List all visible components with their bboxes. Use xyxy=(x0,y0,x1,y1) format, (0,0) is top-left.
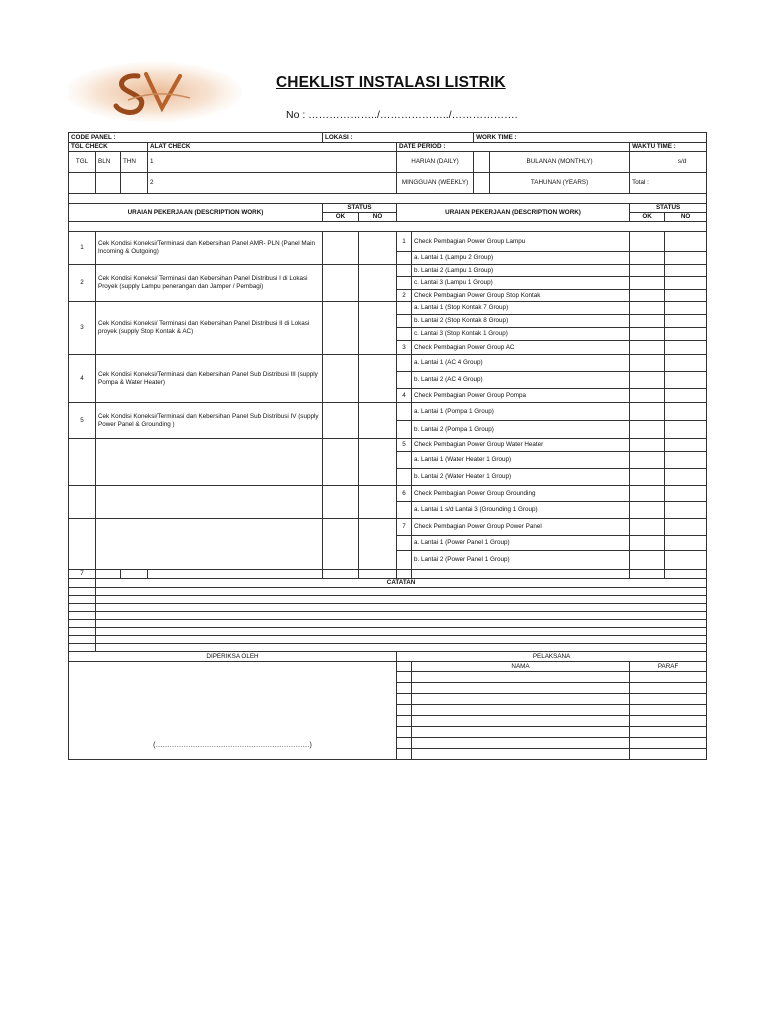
pelaksana-no-cell xyxy=(397,683,412,694)
right-status-header: STATUS xyxy=(630,204,707,213)
left-ok-cell[interactable] xyxy=(323,403,359,439)
right-item-number: 2 xyxy=(397,290,412,302)
right-ok-cell[interactable] xyxy=(630,252,665,265)
signature-box[interactable] xyxy=(69,662,397,760)
right-item-text: a. Lantai 1 s/d Lantai 3 (Grounding 1 Group) xyxy=(412,502,630,519)
left-item-text: Cek Kondisi Koneksi/ Terminasi dan Kebersihan Panel Distribusi II di Lokasi proyek (supply Stop Kontak & AC) xyxy=(96,302,323,355)
right-ok-cell[interactable] xyxy=(630,315,665,328)
pelaksana-paraf-cell[interactable] xyxy=(630,716,707,727)
right-item-text: a. Lantai 1 (Stop Kontak 7 Group) xyxy=(412,302,630,315)
right-no-cell[interactable] xyxy=(665,570,707,579)
right-ok-cell[interactable] xyxy=(630,389,665,403)
right-item-text: Check Pembagian Power Group Pompa xyxy=(412,389,630,403)
left-ok-cell[interactable] xyxy=(323,265,359,302)
right-item-number xyxy=(397,536,412,551)
right-item-number xyxy=(397,551,412,570)
left-item-number xyxy=(69,486,96,519)
left-item-text xyxy=(96,486,323,519)
alat-check-label: ALAT CHECK xyxy=(148,143,397,152)
pelaksana-nama-cell[interactable] xyxy=(412,694,630,705)
right-item-text: b. Lantai 2 (AC 4 Group) xyxy=(412,372,630,389)
right-item-number xyxy=(397,355,412,372)
right-ok-cell[interactable] xyxy=(630,519,665,536)
right-item-number xyxy=(397,302,412,315)
left-item-number: 1 xyxy=(69,232,96,265)
left-item-text: Cek Kondisi Koneksi/ Terminasi dan Kebersihan Panel Distribusi I di Lokasi Proyek (supply Lampu penerangan dan Jamper / Pembagi) xyxy=(96,265,323,302)
lokasi-label: LOKASI : xyxy=(323,133,474,143)
note-line[interactable] xyxy=(96,644,707,652)
right-no-cell[interactable] xyxy=(665,551,707,570)
pelaksana-nama-cell[interactable] xyxy=(412,672,630,683)
right-no-cell[interactable] xyxy=(665,315,707,328)
right-item-number xyxy=(397,252,412,265)
right-item-number: 1 xyxy=(397,232,412,252)
right-ok-cell[interactable] xyxy=(630,502,665,519)
tgl-value[interactable] xyxy=(69,173,96,194)
right-item-text: a. Lantai 1 (Pompa 1 Group) xyxy=(412,403,630,421)
right-item-text: b. Lantai 2 (Stop Kontak 8 Group) xyxy=(412,315,630,328)
left-status-header: STATUS xyxy=(323,204,397,213)
left-no-cell[interactable] xyxy=(359,519,397,570)
site-engineer-label xyxy=(71,662,394,665)
left-ok-cell[interactable] xyxy=(323,232,359,265)
right-item-text: c. Lantai 3 (Stop Kontak 1 Group) xyxy=(412,328,630,341)
work-time-label: WORK TIME : xyxy=(474,133,707,143)
left-item-text: Cek Kondisi Koneksi/Terminasi dan Kebersihan Panel Sub Distribusi IV (supply Power Panel & Grounding ) xyxy=(96,403,323,439)
left-no-cell[interactable] xyxy=(359,232,397,265)
right-item-text: Check Pembagian Power Group Stop Kontak xyxy=(412,290,630,302)
checklist-form xyxy=(68,132,707,760)
pelaksana-nama-cell[interactable] xyxy=(412,727,630,738)
right-no-cell[interactable] xyxy=(665,502,707,519)
right-ok-cell[interactable] xyxy=(630,403,665,421)
left-item-text xyxy=(96,439,323,486)
notes-gutter xyxy=(69,579,96,588)
pelaksana-nama-cell[interactable] xyxy=(412,683,630,694)
pelaksana-label: PELAKSANA xyxy=(397,652,707,662)
note-line[interactable] xyxy=(96,588,707,596)
left-ok-cell[interactable] xyxy=(323,486,359,519)
left-no-cell[interactable] xyxy=(359,265,397,302)
date-period-label: DATE PERIOD : xyxy=(397,143,630,152)
notes-gutter xyxy=(69,596,96,604)
right-item-number xyxy=(397,452,412,469)
pelaksana-paraf-cell[interactable] xyxy=(630,749,707,760)
left-item-number: 3 xyxy=(69,302,96,355)
thn-label: THN xyxy=(121,152,148,173)
notes-gutter xyxy=(69,612,96,620)
tahunan-label: TAHUNAN (YEARS) xyxy=(490,173,630,194)
note-line[interactable] xyxy=(96,604,707,612)
right-no-header: NO xyxy=(665,213,707,222)
right-item-number xyxy=(397,328,412,341)
signature-line: (…………………………………………………………) xyxy=(153,742,312,750)
pelaksana-no-header xyxy=(397,662,412,672)
pelaksana-paraf-cell[interactable] xyxy=(630,683,707,694)
left-item-number xyxy=(69,519,96,570)
right-ok-cell[interactable] xyxy=(630,486,665,502)
empty-cell xyxy=(96,570,121,579)
notes-gutter xyxy=(69,628,96,636)
right-item-number: 3 xyxy=(397,341,412,355)
thn-value[interactable] xyxy=(121,173,148,194)
document-title: CHEKLIST INSTALASI LISTRIK xyxy=(276,74,506,91)
left-no-cell[interactable] xyxy=(359,570,397,579)
right-ok-cell[interactable] xyxy=(630,277,665,290)
right-item-number xyxy=(397,469,412,486)
pelaksana-no-cell xyxy=(397,716,412,727)
left-no-cell[interactable] xyxy=(359,486,397,519)
pelaksana-nama-cell[interactable] xyxy=(412,749,630,760)
pelaksana-paraf-cell[interactable] xyxy=(630,727,707,738)
empty-cell xyxy=(397,570,412,579)
right-item-number xyxy=(397,315,412,328)
right-no-cell[interactable] xyxy=(665,232,707,252)
pelaksana-no-cell xyxy=(397,749,412,760)
left-ok-cell[interactable] xyxy=(323,355,359,403)
right-no-cell[interactable] xyxy=(665,355,707,372)
right-ok-cell[interactable] xyxy=(630,536,665,551)
pelaksana-paraf-cell[interactable] xyxy=(630,705,707,716)
tgl-label: TGL xyxy=(69,152,96,173)
catatan-header: CATATAN xyxy=(96,579,707,588)
right-ok-cell[interactable] xyxy=(630,570,665,579)
spacer-row xyxy=(69,194,707,204)
alat-check-1: 1 xyxy=(148,152,397,173)
left-no-cell[interactable] xyxy=(359,403,397,439)
right-item-number: 7 xyxy=(397,519,412,536)
right-ok-cell[interactable] xyxy=(630,421,665,439)
pelaksana-no-cell xyxy=(397,738,412,749)
note-line[interactable] xyxy=(96,628,707,636)
right-item-number: 6 xyxy=(397,486,412,502)
right-no-cell[interactable] xyxy=(665,486,707,502)
bln-value[interactable] xyxy=(96,173,121,194)
right-ok-cell[interactable] xyxy=(630,232,665,252)
right-ok-cell[interactable] xyxy=(630,469,665,486)
left-uraian-header: URAIAN PEKERJAAN (DESCRIPTION WORK) xyxy=(69,204,323,222)
left-ok-header: OK xyxy=(323,213,359,222)
right-ok-cell[interactable] xyxy=(630,355,665,372)
right-ok-cell[interactable] xyxy=(630,452,665,469)
note-line[interactable] xyxy=(96,596,707,604)
right-no-cell[interactable] xyxy=(665,452,707,469)
left-no-cell[interactable] xyxy=(359,355,397,403)
right-item-number xyxy=(397,277,412,290)
right-item-text: b. Lantai 2 (Lampu 1 Group) xyxy=(412,265,630,277)
total-label: Total : xyxy=(630,173,707,194)
right-ok-header: OK xyxy=(630,213,665,222)
right-no-cell[interactable] xyxy=(665,328,707,341)
right-no-cell[interactable] xyxy=(665,536,707,551)
pelaksana-no-cell xyxy=(397,727,412,738)
right-item-text: Check Pembagian Power Group Water Heater xyxy=(412,439,630,452)
right-item-text: b. Lantai 2 (Water Heater 1 Group) xyxy=(412,469,630,486)
right-ok-cell[interactable] xyxy=(630,302,665,315)
right-item-text: c. Lantai 3 (Lampu 1 Group) xyxy=(412,277,630,290)
pelaksana-nama-cell[interactable] xyxy=(412,738,630,749)
right-item-text: Check Pembagian Power Group Power Panel xyxy=(412,519,630,536)
left-ok-cell[interactable] xyxy=(323,570,359,579)
notes-gutter xyxy=(69,620,96,628)
right-item-text: Check Pembagian Power Group AC xyxy=(412,341,630,355)
notes-gutter xyxy=(69,588,96,596)
right-no-cell[interactable] xyxy=(665,302,707,315)
note-line[interactable] xyxy=(96,620,707,628)
empty-cell xyxy=(412,570,630,579)
right-item-number xyxy=(397,265,412,277)
left-ok-cell[interactable] xyxy=(323,302,359,355)
pelaksana-nama-cell[interactable] xyxy=(412,705,630,716)
paraf-header: PARAF xyxy=(630,662,707,672)
right-item-text: a. Lantai 1 (Water Heater 1 Group) xyxy=(412,452,630,469)
document-number: No : ………………../………………../………………. xyxy=(286,109,518,121)
right-no-cell[interactable] xyxy=(665,252,707,265)
waktu-time-label: WAKTU TIME : xyxy=(630,143,707,152)
right-item-text: b. Lantai 2 (Pompa 1 Group) xyxy=(412,421,630,439)
pelaksana-no-cell xyxy=(397,705,412,716)
right-ok-cell[interactable] xyxy=(630,551,665,570)
notes-gutter xyxy=(69,604,96,612)
pelaksana-no-cell xyxy=(397,694,412,705)
right-no-cell[interactable] xyxy=(665,290,707,302)
left-item-number: 4 xyxy=(69,355,96,403)
right-no-cell[interactable] xyxy=(665,265,707,277)
tgl-check-label: TGL CHECK xyxy=(69,143,148,152)
left-item-text: Cek Kondisi Koneksi/Terminasi dan Kebersihan Panel AMR- PLN (Panel Main Incoming & Outgoing) xyxy=(96,232,323,265)
empty-cell xyxy=(148,570,323,579)
note-line[interactable] xyxy=(96,636,707,644)
right-no-cell[interactable] xyxy=(665,341,707,355)
right-no-cell[interactable] xyxy=(665,277,707,290)
right-no-cell[interactable] xyxy=(665,372,707,389)
right-no-cell[interactable] xyxy=(665,421,707,439)
right-no-cell[interactable] xyxy=(665,389,707,403)
right-item-text: a. Lantai 1 (Power Panel 1 Group) xyxy=(412,536,630,551)
right-ok-cell[interactable] xyxy=(630,290,665,302)
left-no-cell[interactable] xyxy=(359,302,397,355)
right-ok-cell[interactable] xyxy=(630,265,665,277)
right-item-number: 4 xyxy=(397,389,412,403)
empty-cell xyxy=(121,570,148,579)
pelaksana-paraf-cell[interactable] xyxy=(630,738,707,749)
company-logo xyxy=(68,62,244,122)
right-item-number xyxy=(397,372,412,389)
right-ok-cell[interactable] xyxy=(630,439,665,452)
bulanan-label: BULANAN (MONTHLY) xyxy=(490,152,630,173)
right-no-cell[interactable] xyxy=(665,439,707,452)
right-item-text: b. Lantai 2 (Power Panel 1 Group) xyxy=(412,551,630,570)
pelaksana-nama-cell[interactable] xyxy=(412,716,630,727)
left-item-number: 2 xyxy=(69,265,96,302)
right-no-cell[interactable] xyxy=(665,519,707,536)
spacer-row xyxy=(69,222,707,232)
harian-label: HARIAN (DAILY) xyxy=(397,152,474,173)
nama-header: NAMA xyxy=(412,662,630,672)
right-ok-cell[interactable] xyxy=(630,341,665,355)
right-item-number xyxy=(397,502,412,519)
left-item-text: Cek Kondisi Koneksi/Terminasi dan Kebersihan Panel Sub Distribusi III (supply Pompa & Water Heater) xyxy=(96,355,323,403)
right-uraian-header: URAIAN PEKERJAAN (DESCRIPTION WORK) xyxy=(397,204,630,222)
pelaksana-no-cell xyxy=(397,672,412,683)
notes-gutter xyxy=(69,644,96,652)
right-ok-cell[interactable] xyxy=(630,328,665,341)
left-item-number: 5 xyxy=(69,403,96,439)
note-line[interactable] xyxy=(96,612,707,620)
right-item-text: a. Lantai 1 (AC 4 Group) xyxy=(412,355,630,372)
left-no-header: NO xyxy=(359,213,397,222)
left-ok-cell[interactable] xyxy=(323,519,359,570)
waktu-sd: s/d xyxy=(630,152,707,173)
right-ok-cell[interactable] xyxy=(630,372,665,389)
alat-check-2: 2 xyxy=(148,173,397,194)
right-item-number: 5 xyxy=(397,439,412,452)
right-item-text: Check Pembagian Power Group Lampu xyxy=(412,232,630,252)
notes-gutter xyxy=(69,636,96,644)
left-no-cell[interactable] xyxy=(359,439,397,486)
right-item-text: a. Lantai 1 (Lampu 2 Group) xyxy=(412,252,630,265)
right-no-cell[interactable] xyxy=(665,403,707,421)
mingguan-label: MINGGUAN (WEEKLY) xyxy=(397,173,474,194)
left-item-number: 7 xyxy=(69,570,96,579)
right-item-number xyxy=(397,403,412,421)
diperiksa-label: DIPERIKSA OLEH xyxy=(69,652,397,662)
mingguan-box[interactable] xyxy=(474,173,490,194)
bln-label: BLN xyxy=(96,152,121,173)
left-item-number xyxy=(69,439,96,486)
pelaksana-paraf-cell[interactable] xyxy=(630,672,707,683)
right-no-cell[interactable] xyxy=(665,469,707,486)
right-item-number xyxy=(397,421,412,439)
code-panel-label: CODE PANEL : xyxy=(69,133,323,143)
right-item-text: Check Pembagian Power Group Grounding xyxy=(412,486,630,502)
pelaksana-paraf-cell[interactable] xyxy=(630,694,707,705)
left-item-text xyxy=(96,519,323,570)
left-ok-cell[interactable] xyxy=(323,439,359,486)
harian-box[interactable] xyxy=(474,152,490,173)
